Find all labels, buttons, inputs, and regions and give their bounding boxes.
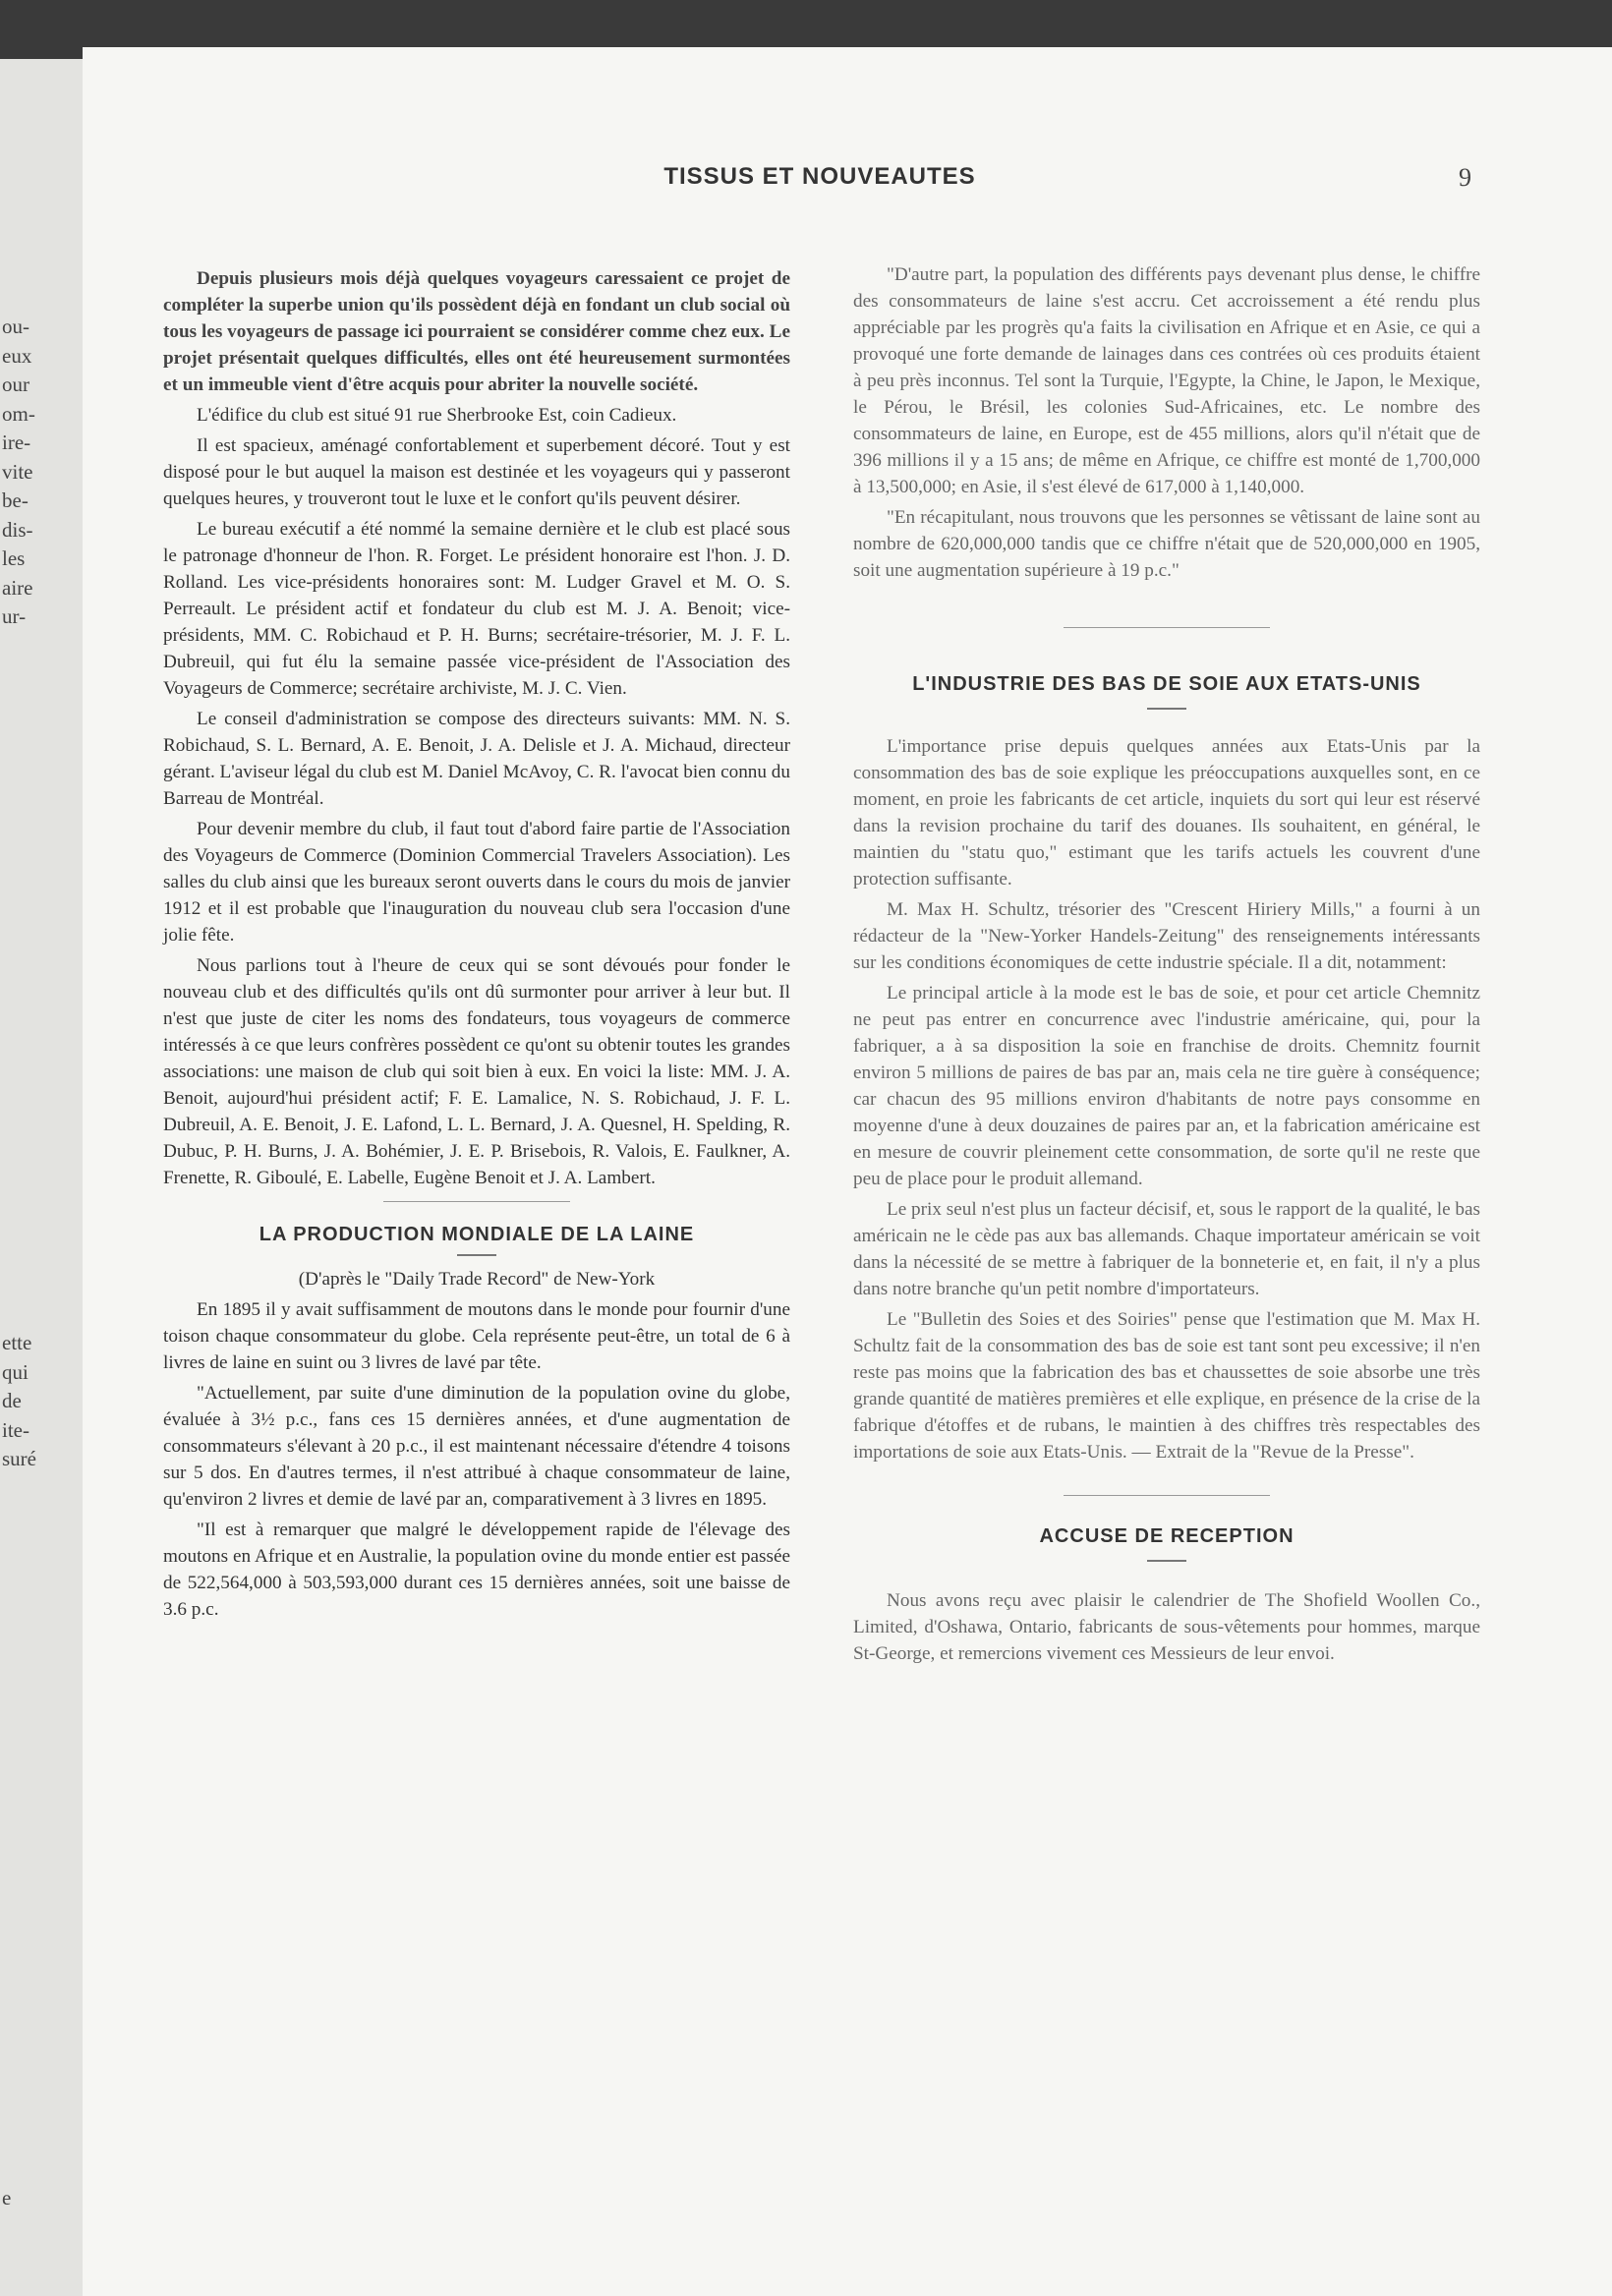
wool-article-continued: [853, 261, 1480, 584]
previous-page-text-middle: [2, 1329, 36, 1474]
magazine-page: [83, 47, 1612, 2296]
article-paragraph: Le "Bulletin des Soies et des Soiries" pense que l'estimation que M. Max H. Schultz fait de la consommation des bas de soie est tant sont peu excessive; il n'en reste pas moins que la fabrication des bas et chaussettes de soie absorbe une très grande quantité de matières premières et elle explique, en présence de la crise de la fabrique d'étoffes et de rubans, le maintien à des chiffres très respectables des importations de soie aux Etats-Unis. — Extrait de la "Revue de la Presse".: [853, 1309, 1480, 1463]
previous-page-line: vite: [2, 459, 33, 484]
section-divider: [1064, 627, 1270, 628]
article-paragraph: Le conseil d'administration se compose des directeurs suivants: MM. N. S. Robichaud, S. L. Bernard, A. E. Benoit, J. A. Delisle et J. A. Michaud, directeur gérant. L'aviseur légal du club est M. Daniel McAvoy, C. R. l'avocat bien connu du Barreau de Montréal.: [163, 709, 790, 809]
previous-page-line: our: [2, 373, 29, 396]
article-paragraph: Depuis plusieurs mois déjà quelques voyageurs caressaient ce projet de compléter la superbe union qu'ils possèdent déjà en fondant un club social où tous les voyageurs de passage ici pourraient se considérer comme chez eux. Le projet présentait quelques difficultés, elles ont été heureusement surmontées et un immeuble vient d'être acquis pour abriter la nouvelle société.: [163, 268, 790, 395]
previous-page-text-top: [2, 313, 35, 632]
previous-page-line: aire: [2, 575, 33, 600]
previous-page-line: qui: [2, 1359, 29, 1384]
article-paragraph: Nous avons reçu avec plaisir le calendrier de The Shofield Woollen Co., Limited, d'Oshawa, Ontario, fabricants de sous-vêtements pour hommes, marque St-George, et remercions vivement ces Messieurs de leur envoi.: [853, 1590, 1480, 1664]
article-paragraph: Il est spacieux, aménagé confortablement et superbement décoré. Tout y est disposé pour le but auquel la maison est destinée et les voyageurs qui y passeront quelques heures, y trouveront tout le luxe et le confort qu'ils peuvent désirer.: [163, 435, 790, 509]
left-column: [163, 265, 790, 1627]
section-divider: [1064, 1495, 1270, 1496]
right-column: [853, 261, 1480, 1671]
previous-page-line: les: [2, 546, 26, 570]
title-underline: [1147, 708, 1186, 710]
article-paragraph: Pour devenir membre du club, il faut tout d'abord faire partie de l'Association des Voyageurs de Commerce (Dominion Commercial Travelers Association). Les salles du club ainsi que les bureaux seront ouverts dans le cours du mois de janvier 1912 et il est probable que l'inauguration du nouveau club sera l'occasion d'une jolie fête.: [163, 819, 790, 946]
wool-article-byline: (D'après le "Daily Trade Record" de New-York: [298, 1269, 656, 1290]
previous-page-line: dis-: [2, 517, 33, 542]
article-paragraph: "Il est à remarquer que malgré le développement rapide de l'élevage des moutons en Afrique et en Australie, la population ovine du monde entier est passée de 522,564,000 à 503,593,000 durant ces 15 dernières années, soit une baisse de 3.6 p.c.: [163, 1520, 790, 1620]
article-paragraph: L'édifice du club est situé 91 rue Sherbrooke Est, coin Cadieux.: [197, 405, 677, 426]
previous-page-text-bottom: [2, 2184, 11, 2213]
section-divider: [383, 1201, 570, 1202]
previous-page-line: be-: [2, 488, 29, 512]
previous-page-line: e: [2, 2186, 12, 2210]
page-number: 9: [1459, 163, 1471, 192]
title-underline: [1147, 1560, 1186, 1562]
silk-article-title: L'INDUSTRIE DES BAS DE SOIE AUX ETATS-UNIS: [912, 673, 1421, 695]
previous-page-line: ette: [2, 1331, 32, 1354]
article-paragraph: M. Max H. Schultz, trésorier des "Crescent Hiriery Mills," a fourni à un rédacteur de la "New-Yorker Handels-Zeitung" des renseignements intéressants sur les conditions économiques de cette industrie spéciale. Il a dit, notamment:: [853, 899, 1480, 973]
previous-page-line: om-: [2, 401, 35, 426]
article-paragraph: L'importance prise depuis quelques années aux Etats-Unis par la consommation des bas de soie explique les préoccupations auxquelles sont, en ce moment, en proie les fabricants de cet article, inquiets du sort qui leur est réservé dans la revision prochaine du tarif des douanes. Ils souhaitent, en général, le maintien du "statu quo," estimant que les tarifs actuels les couvrent d'une protection suffisante.: [853, 736, 1480, 890]
title-underline: [457, 1254, 496, 1256]
article-paragraph: Le principal article à la mode est le bas de soie, et pour cet article Chemnitz ne peut pas entrer en concurrence avec l'industrie américaine, qui, pour la fabriquer, a à sa disposition la soie en franchise de droits. Chemnitz fournit environ 5 millions de paires de bas par an, mais cela ne tire guère à conséquence; car chacun des 95 millions environ d'habitants de notre pays consomme en moyenne d'une à deux douzaines de paires par an, et la fabrication américaine est en mesure de couvrir pleinement cette consommation, de sorte qu'il ne reste que peu de place pour le produit allemand.: [853, 983, 1480, 1189]
previous-page-line: de: [2, 1389, 22, 1412]
previous-page-line: ite-: [2, 1417, 29, 1442]
previous-page-line: ou-: [2, 315, 29, 338]
article-paragraph: Le prix seul n'est plus un facteur décisif, et, sous le rapport de la qualité, le bas américain ne le cède pas aux bas allemands. Chaque importateur américain se voit dans la nécessité de se mettre à fabriquer de la bonneterie et, en fait, il n'y a plus dans notre branche qu'un petit nombre d'importateurs.: [853, 1199, 1480, 1299]
article-paragraph: "Actuellement, par suite d'une diminution de la population ovine du globe, évaluée à 3½ p.c., fans ces 15 dernières années, et d'une augmentation de consommateurs s'élevant à 20 p.c., il est maintenant nécessaire d'étendre 4 toisons sur 5 dos. En d'autres termes, il n'est attribué à chaque consommateur de laine, qu'environ 2 livres et demie de lavé par an, comparativement à 3 livres en 1895.: [163, 1383, 790, 1510]
running-title: TISSUS ET NOUVEAUTES: [663, 163, 976, 190]
previous-page-edge: [0, 59, 83, 2296]
silk-article: [853, 733, 1480, 1465]
receipt-article-title: ACCUSE DE RECEPTION: [1039, 1525, 1295, 1547]
article-paragraph: Nous parlions tout à l'heure de ceux qui se sont dévoués pour fonder le nouveau club et des difficultés qu'ils ont dû surmonter pour arriver à leur but. Il n'est que juste de citer les noms des fondateurs, tous voyageurs de commerce intéressés à ce que leurs confrères possèdent ce qu'ont su obtenir toutes les grandes associations: une maison de club qui soit bien à eux. En voici la liste: MM. J. A. Benoit, aujourd'hui président actif; F. E. Lamalice, N. S. Robichaud, J. F. L. Dubreuil, A. E. Benoit, J. E. Lafond, L. L. Bernard, J. A. Quesnel, H. Spelding, R. Dubuc, P. H. Burns, J. A. Bohémier, J. E. P. Brisebois, R. Valois, E. Faulkner, A. Frenette, R. Giboulé, E. Labelle, Eugène Benoit et J. A. Lambert.: [163, 955, 790, 1188]
wool-article-title: LA PRODUCTION MONDIALE DE LA LAINE: [259, 1224, 695, 1245]
article-paragraph: En 1895 il y avait suffisamment de moutons dans le monde pour fournir d'une toison chaque consommateur du globe. Cela représente peut-être, un total de 6 à livres de laine en suint ou 3 livres de lavé par tête.: [163, 1299, 790, 1373]
previous-page-line: suré: [2, 1447, 36, 1470]
previous-page-line: eux: [2, 343, 32, 368]
article-paragraph: "D'autre part, la population des différents pays devenant plus dense, le chiffre des consommateurs de laine s'est accru. Cet accroissement a été rendu plus appréciable par les progrès qu'a faits la civilisation en Afrique et en Asie, ce qui a provoqué une forte demande de lainages dans ces contrées où ces produits étaient à peu près inconnus. Tel sont la Turquie, l'Egypte, la Chine, le Japon, le Mexique, le Pérou, le Brésil, les colonies Sud-Africaines, etc. Le nombre des consommateurs de laine, en Europe, est de 455 millions, alors qu'il n'était que de 396 millions il y a 15 ans; de même en Afrique, ce chiffre est monté de 1,700,000 à 13,500,000; en Asie, il s'est élevé de 617,000 à 1,140,000.: [853, 264, 1480, 497]
article-paragraph: "En récapitulant, nous trouvons que les personnes se vêtissant de laine sont au nombre de 620,000,000 tandis que ce chiffre n'était que de 520,000,000 en 1905, soit une augmentation supérieure à 19 p.c.": [853, 507, 1480, 581]
previous-page-line: ur-: [2, 604, 27, 628]
article-paragraph: Le bureau exécutif a été nommé la semaine dernière et le club est placé sous le patronage d'honneur de l'hon. R. Forget. Le président honoraire est l'hon. J. D. Rolland. Les vice-présidents honoraires sont: M. Ludger Gravel et M. O. S. Perreault. Le président actif et fondateur du club est M. J. A. Benoit; vice-présidents, MM. C. Robichaud et P. H. Burns; secrétaire-trésorier, M. J. F. L. Dubreuil, qui fut élu la semaine passée vice-président de l'Association des Voyageurs de Commerce; secrétaire archiviste, M. J. C. Vien.: [163, 519, 790, 699]
receipt-article: [853, 1587, 1480, 1667]
wool-article: [163, 1266, 790, 1623]
page-header: [83, 157, 1612, 201]
previous-page-line: ire-: [2, 430, 31, 454]
club-article: [163, 265, 790, 1191]
